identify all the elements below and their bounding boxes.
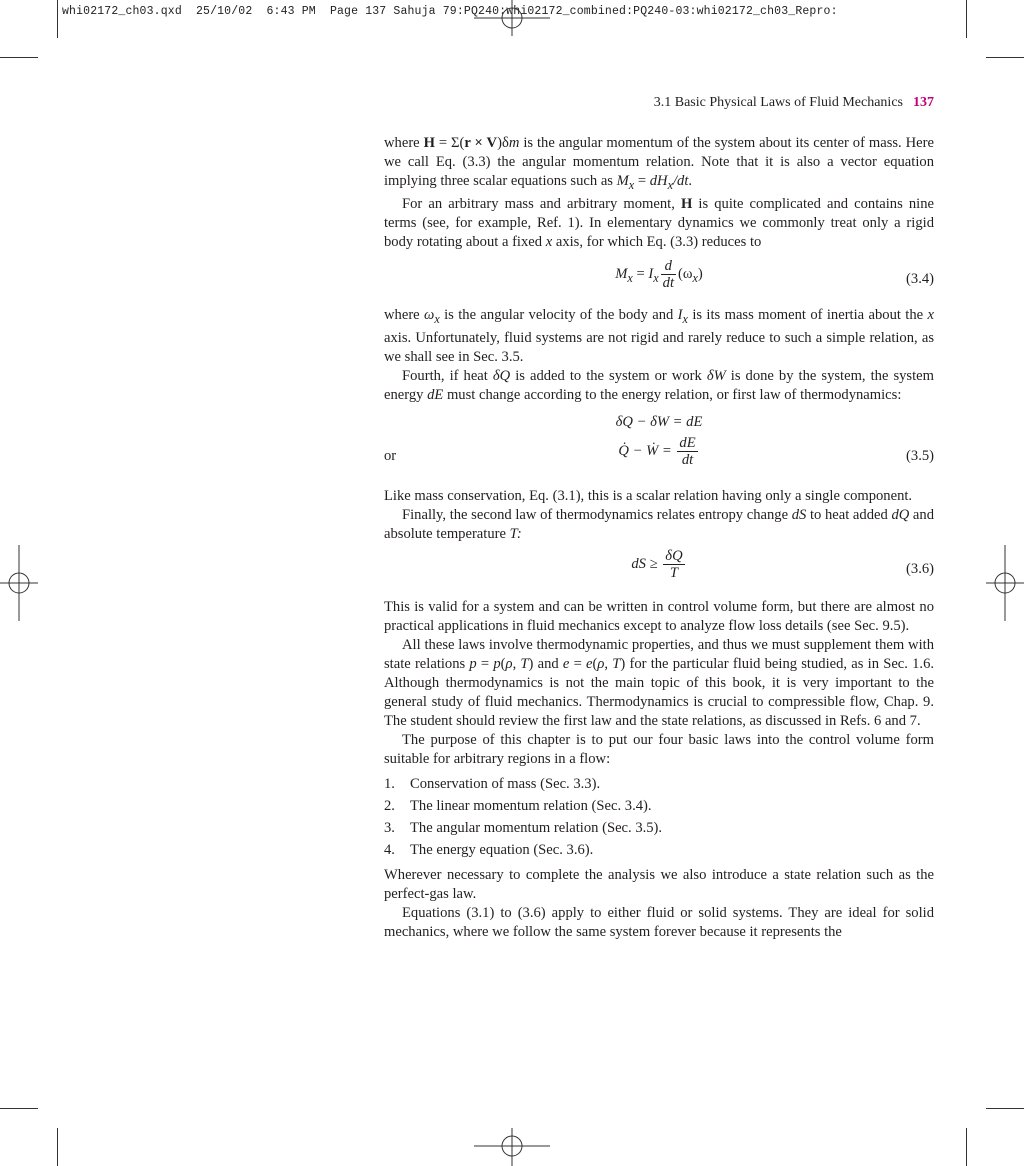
paragraph: where $\omega_x$ is the angular velocity of the body and $I_x$ is its mass moment of inertia about the x axis. Unfortunately, fluid systems are not rigid and rarely reduce to such a simple relation, as we shall see in Sec. 3.5.: [384, 306, 934, 365]
equation-number: (3.5): [906, 447, 934, 464]
paragraph: Fourth, if heat δQ is added to the system or work δW is done by the system, the system energy dE must change according to the energy relation, or first law of thermodynamics:: [384, 367, 934, 403]
equation-number: (3.6): [906, 560, 934, 577]
page-number: 137: [913, 95, 934, 110]
paragraph: where H = Σ(r × V)δm is the angular momentum of the system about its center of mass. Here we call Eq. (3.3) the angular momentum relation. Note that it is also a vector equation implying three scalar equations such as $M_x = dH_x/dt$.: [384, 135, 934, 192]
equation-prefix: or: [384, 447, 397, 464]
paragraph: This is valid for a system and can be written in control volume form, but there are almost no practical applications in fluid mechanics except to analyze flow loss details (see Sec. 9.5).: [384, 598, 934, 634]
registration-mark-right: [986, 545, 1024, 621]
crop-mark-bottom-right-h: [986, 1108, 1024, 1109]
paragraph: Wherever necessary to complete the analysis we also introduce a state relation such as the perfect-gas law.: [384, 866, 934, 902]
paragraph: The purpose of this chapter is to put our four basic laws into the control volume form suitable for arbitrary regions in a flow:: [384, 731, 934, 767]
registration-mark-bottom: [474, 1128, 550, 1166]
list-item: 2. The linear momentum relation (Sec. 3.4).: [384, 797, 652, 814]
body-text: [384, 134, 934, 942]
basic-laws-list: [384, 775, 934, 860]
list-item: 1. Conservation of mass (Sec. 3.3).: [384, 775, 601, 792]
list-item: 3. The angular momentum relation (Sec. 3.5).: [384, 819, 663, 836]
crop-mark-bottom-left-v: [57, 1128, 58, 1166]
equation-3-6: dS ≥ $\frac{\delta Q}{T}$ (3.6): [631, 547, 934, 581]
paragraph: Like mass conservation, Eq. (3.1), this is a scalar relation having only a single component.: [384, 487, 913, 504]
paragraph: Equations (3.1) to (3.6) apply to either fluid or solid systems. They are ideal for solid mechanics, where we follow the same system forever because it represents the: [384, 904, 934, 940]
equation-energy: δQ − δW = dE: [615, 413, 703, 430]
running-head: [654, 95, 934, 111]
registration-mark-left: [0, 545, 38, 621]
crop-mark-top-right-h: [986, 57, 1024, 58]
crop-mark-top-left-v: [57, 0, 58, 38]
crop-mark-bottom-right-v: [966, 1128, 967, 1166]
crop-mark-bottom-left-h: [0, 1108, 38, 1109]
crop-mark-top-right-v: [966, 0, 967, 38]
print-slug: whi02172_ch03.qxd 25/10/02 6:43 PM Page 137 Sahuja 79:PQ240:whi02172_combined:PQ240-03:whi02172_ch03_Repro:: [62, 5, 838, 18]
paragraph: All these laws involve thermodynamic properties, and thus we must supplement them with state relations p = p(ρ, T) and e = e(ρ, T) for the particular fluid being studied, as in Sec. 1.6. Although thermodynamics is not the main topic of this book, it is very important to the general study of fluid mechanics. Thermodynamics is crucial to compressible flow, Chap. 9. The student should review the first law and the state relations, as discussed in Refs. 6 and 7.: [384, 636, 935, 729]
paragraph: Finally, the second law of thermodynamics relates entropy change dS to heat added dQ and absolute temperature T:: [384, 506, 935, 542]
paragraph: For an arbitrary mass and arbitrary moment, H is quite complicated and contains nine terms (see, for example, Ref. 1). In elementary dynamics we commonly treat only a rigid body rotating about a fixed x axis, for which Eq. (3.3) reduces to: [384, 195, 934, 250]
list-item: 4. The energy equation (Sec. 3.6).: [384, 841, 594, 858]
equation-3-4: $M_x = I_x$ $\frac{d}{dt}$ $(\omega_x)$ (3.4): [615, 257, 934, 291]
crop-mark-top-left-h: [0, 57, 38, 58]
equation-3-5: or Q̇ − Ẇ = $\frac{dE}{dt}$ (3.5): [384, 434, 934, 468]
equation-number: (3.4): [906, 270, 934, 287]
section-title: 3.1 Basic Physical Laws of Fluid Mechanics: [653, 95, 903, 110]
registration-mark-top: [474, 0, 550, 36]
